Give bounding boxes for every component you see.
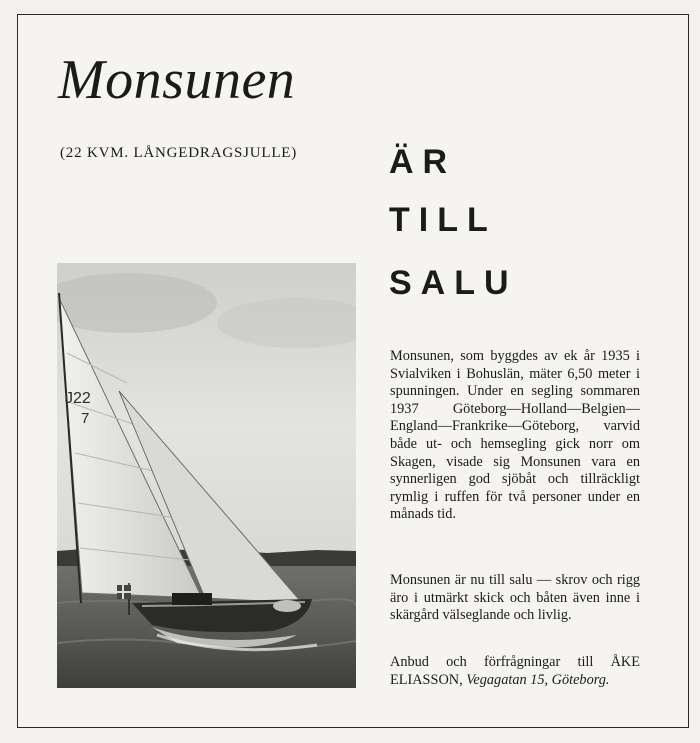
contact-address: Vegagatan 15, Göteborg. [466, 671, 610, 688]
contact-intro: Anbud och förfrågningar till [390, 654, 594, 670]
headline-line-3: SALU [389, 264, 518, 302]
contact-name: ÅKE ELIASSON, [390, 654, 640, 688]
sail-digit: 7 [81, 410, 90, 427]
description-paragraph: Monsunen, som byggdes av ek år 1935 i Svialviken i Bohuslän, mäter 6,50 meter i spunningen. Under en segling sommaren 1937 Göteborg—Holland—Belgien—England—Frankrike—Göteborg, varvid både ut- och hemsegling gick norr om Skagen, visade sig Monsunen vara en synnerligen god sjöbåt och tillräckligt rymlig i ruffen för två personer under en månads tid. [390, 348, 640, 523]
sale-paragraph: Monsunen är nu till salu — skrov och rigg äro i utmärkt skick och båten även inne i skärgård välseglande och livlig. [390, 572, 640, 624]
boat-class-subtitle: (22 KVM. LÅNGEDRAGSJULLE) [60, 145, 298, 161]
contact-paragraph [390, 654, 640, 689]
sail-number: J22 [65, 390, 91, 407]
sailboat-photo [57, 263, 356, 688]
headline-line-2: TILL [389, 201, 497, 239]
headline-line-1: ÄR [389, 143, 457, 181]
boat-name-title: Monsunen [58, 49, 296, 111]
